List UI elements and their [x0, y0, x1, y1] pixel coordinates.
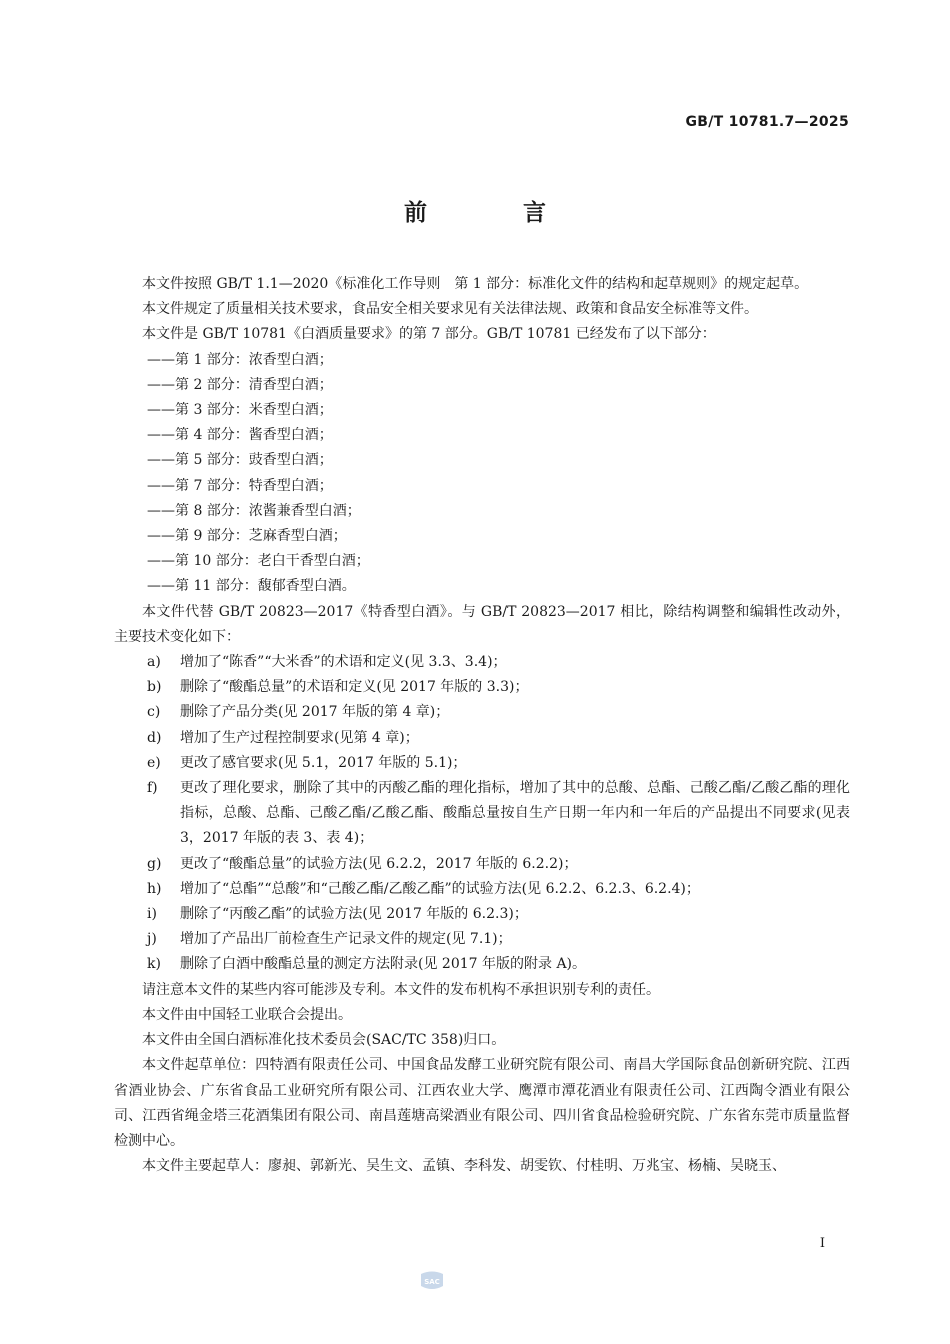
- page-title: 前 言: [403, 200, 590, 226]
- change-item: [114, 927, 850, 952]
- change-mark: f): [147, 780, 158, 797]
- change-text: 删除了“酸酯总量”的术语和定义(见 2017 年版的 3.3)；: [180, 679, 529, 696]
- change-text: 更改了理化要求，删除了其中的丙酸乙酯的理化指标，增加了其中的总酸、总酯、己酸乙酯/乙酸乙酯的理化指标，总酸、总酯、己酸乙酯/乙酸乙酯、酸酯总量按自生产日期一年内和一年后的产品提出不同要求(见表 3，2017 年版的表 3、表 4)；: [180, 780, 850, 847]
- part-item: ——第 4 部分：酱香型白酒；: [147, 427, 333, 444]
- part-item: ——第 9 部分：芝麻香型白酒；: [147, 528, 347, 545]
- change-item: [114, 700, 850, 725]
- intro-paragraph: 本文件规定了质量相关技术要求，食品安全相关要求见有关法律法规、政策和食品安全标准等文件。: [142, 301, 758, 318]
- changes-list: [114, 650, 850, 978]
- drafters-paragraph: 本文件主要起草人：廖昶、郭新光、吴生文、孟镇、李科发、胡雯钦、付桂明、万兆宝、杨楠、吴晓玉、: [142, 1158, 786, 1175]
- change-item: [114, 751, 850, 776]
- standard-code: GB/T 10781.7—2025: [685, 114, 849, 130]
- proposer-paragraph: 本文件由中国轻工业联合会提出。: [142, 1006, 352, 1023]
- change-item: [114, 902, 850, 927]
- change-mark: i): [147, 906, 157, 923]
- part-item: ——第 2 部分：清香型白酒；: [147, 376, 333, 393]
- change-text: 增加了“总酯”“总酸”和“己酸乙酯/乙酸乙酯”的试验方法(见 6.2.2、6.2.3、6.2.4)；: [180, 880, 700, 897]
- change-text: 删除了“丙酸乙酯”的试验方法(见 2017 年版的 6.2.3)；: [180, 906, 528, 923]
- change-item: [114, 952, 850, 977]
- patent-notice: 请注意本文件的某些内容可能涉及专利。本文件的发布机构不承担识别专利的责任。: [142, 981, 660, 998]
- part-item: ——第 8 部分：浓酱兼香型白酒；: [147, 502, 361, 519]
- change-text: 更改了“酸酯总量”的试验方法(见 6.2.2，2017 年版的 6.2.2)；: [180, 855, 578, 872]
- part-item: ——第 5 部分：豉香型白酒；: [147, 452, 333, 469]
- document-body: [114, 272, 850, 1179]
- parts-list: [114, 348, 850, 600]
- intro-paragraph: 本文件是 GB/T 10781《白酒质量要求》的第 7 部分。GB/T 10781 已经发布了以下部分：: [142, 326, 716, 343]
- change-mark: b): [147, 679, 162, 696]
- part-item: ——第 11 部分：馥郁香型白酒。: [147, 578, 356, 595]
- intro-paragraph: 本文件按照 GB/T 1.1—2020《标准化工作导则 第 1 部分：标准化文件的结构和起草规则》的规定起草。: [142, 276, 809, 292]
- change-text: 增加了生产过程控制要求(见第 4 章)；: [180, 729, 419, 746]
- change-item: [114, 776, 850, 852]
- part-item: ——第 3 部分：米香型白酒；: [147, 402, 333, 419]
- change-item: [114, 877, 850, 902]
- committee-paragraph: 本文件由全国白酒标准化技术委员会(SAC/TC 358)归口。: [142, 1032, 506, 1049]
- part-item: ——第 10 部分：老白干香型白酒；: [147, 553, 370, 570]
- change-mark: c): [147, 704, 161, 721]
- change-item: [114, 852, 850, 877]
- change-item: [114, 726, 850, 751]
- change-text: 删除了白酒中酸酯总量的测定方法附录(见 2017 年版的附录 A)。: [180, 956, 587, 973]
- change-mark: g): [147, 855, 162, 872]
- change-text: 更改了感官要求(见 5.1，2017 年版的 5.1)；: [180, 754, 467, 771]
- svg-text:SAC: SAC: [424, 1278, 440, 1286]
- change-mark: d): [147, 729, 162, 746]
- change-mark: a): [147, 654, 161, 671]
- replace-paragraph: 本文件代替 GB/T 20823—2017《特香型白酒》。与 GB/T 20823—2017 相比，除结构调整和编辑性改动外，主要技术变化如下：: [114, 603, 850, 645]
- part-item: ——第 1 部分：浓香型白酒；: [147, 351, 333, 368]
- change-mark: e): [147, 754, 161, 771]
- change-mark: h): [147, 880, 162, 897]
- change-text: 增加了产品出厂前检查生产记录文件的规定(见 7.1)；: [180, 931, 512, 948]
- sac-logo-icon: [418, 1270, 446, 1292]
- drafting-units-paragraph: 本文件起草单位：四特酒有限责任公司、中国食品发酵工业研究院有限公司、南昌大学国际食品创新研究院、江西省酒业协会、广东省食品工业研究所有限公司、江西农业大学、鹰潭市潭花酒业有限责任公司、江西陶令酒业有限公司、江西省绳金塔三花酒集团有限公司、南昌莲塘高梁酒业有限公司、四川省食品检验研究院、广东省东莞市质量监督检测中心。: [114, 1057, 850, 1149]
- change-mark: k): [147, 956, 161, 973]
- change-item: [114, 675, 850, 700]
- change-text: 删除了产品分类(见 2017 年版的第 4 章)；: [180, 704, 450, 721]
- change-mark: j): [147, 931, 157, 948]
- page-number: I: [819, 1236, 825, 1251]
- change-item: [114, 650, 850, 675]
- change-text: 增加了“陈香”“大米香”的术语和定义(见 3.3、3.4)；: [180, 654, 507, 671]
- part-item: ——第 7 部分：特香型白酒；: [147, 477, 333, 494]
